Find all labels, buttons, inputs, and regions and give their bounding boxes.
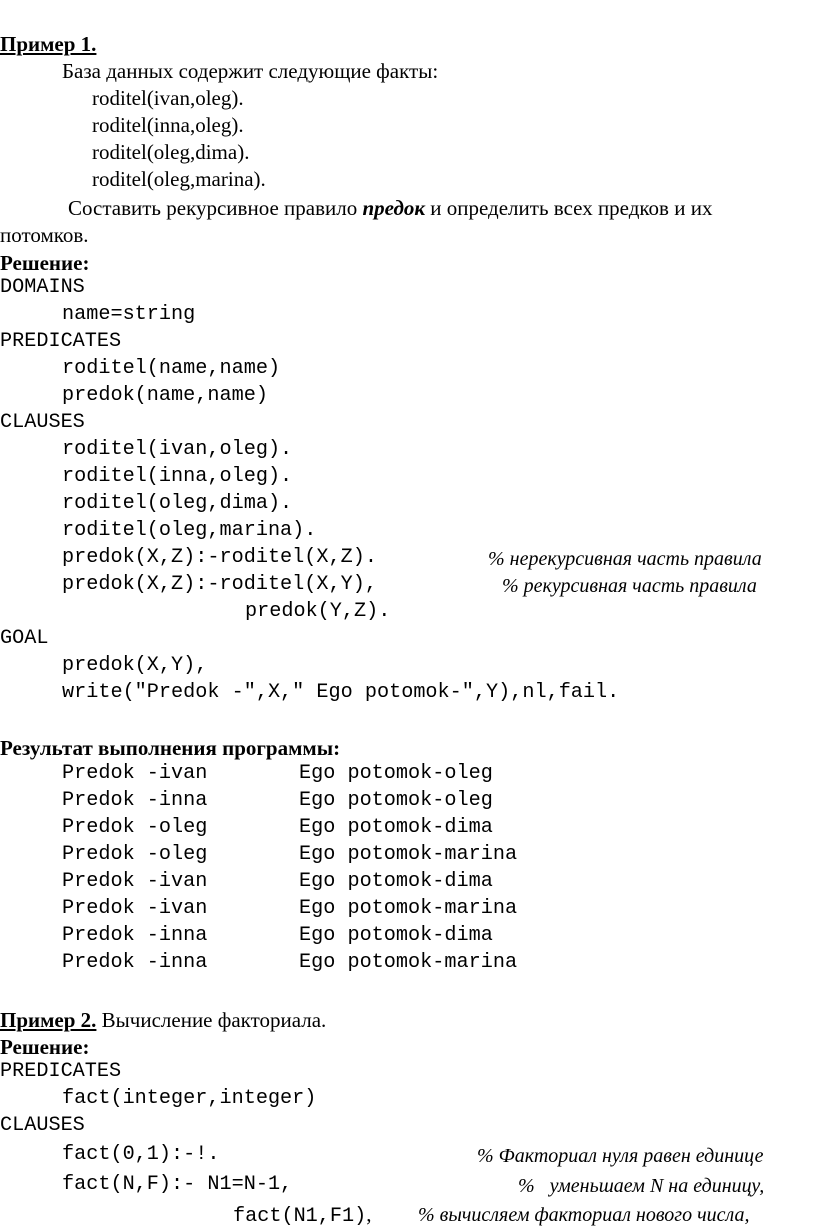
code-line: write("Predok -",X," Ego potomok-",Y),nl,fail.: [62, 681, 620, 704]
solution-label: Решение:: [0, 1035, 90, 1059]
code-line: roditel(oleg,marina).: [62, 519, 317, 542]
code-line: roditel(oleg,dima).: [62, 492, 293, 515]
code-comment: % рекурсивная часть правила: [502, 575, 757, 597]
code-line: predok(X,Z):-roditel(X,Z).: [62, 546, 377, 569]
code-keyword-clauses: CLAUSES: [0, 411, 85, 434]
result-predok: Predok -oleg: [62, 843, 208, 866]
example2-heading: Пример 2.: [0, 1008, 97, 1032]
code-line: predok(X,Z):-roditel(X,Y),: [62, 573, 377, 596]
result-potomok: Ego potomok-oleg: [299, 762, 493, 785]
code-keyword-predicates: PREDICATES: [0, 330, 122, 353]
code-line: fact(N,F):- N1=N-1,: [62, 1173, 293, 1196]
task-text-start: Составить рекурсивное правило: [68, 196, 363, 220]
code-keyword-domains: DOMAINS: [0, 276, 85, 299]
code-line: fact(0,1):-!.: [62, 1143, 220, 1166]
code-line: predok(X,Y),: [62, 654, 208, 677]
code-line: roditel(name,name): [62, 357, 281, 380]
code-keyword-clauses: CLAUSES: [0, 1114, 85, 1137]
fact-line: roditel(inna,oleg).: [92, 113, 244, 137]
example1-intro: База данных содержит следующие факты:: [62, 59, 439, 83]
result-potomok: Ego potomok-dima: [299, 816, 493, 839]
example1-heading: Пример 1.: [0, 32, 97, 56]
fact-line: roditel(oleg,dima).: [92, 140, 250, 164]
result-predok: Predok -ivan: [62, 762, 208, 785]
code-line: name=string: [62, 303, 196, 326]
example2-title: Вычисление факториала.: [96, 1008, 327, 1032]
code-keyword-goal: GOAL: [0, 627, 49, 650]
example2-heading-line: [0, 1010, 326, 1031]
code-call: fact(N1,F1): [233, 1205, 367, 1228]
result-predok: Predok -ivan: [62, 870, 208, 893]
code-comma: ,: [366, 1202, 372, 1226]
fact-line: roditel(oleg,marina).: [92, 167, 266, 191]
result-potomok: Ego potomok-marina: [299, 843, 518, 866]
result-predok: Predok -inna: [62, 789, 208, 812]
result-predok: Predok -inna: [62, 924, 208, 947]
task-text-end: и определить всех предков и их: [425, 196, 713, 220]
code-comment: % Факториал нуля равен единице: [477, 1145, 764, 1167]
code-line: roditel(inna,oleg).: [62, 465, 293, 488]
task-text: [68, 198, 712, 219]
result-potomok: Ego potomok-dima: [299, 924, 493, 947]
result-potomok: Ego potomok-oleg: [299, 789, 493, 812]
code-line: [233, 1204, 372, 1227]
result-predok: Predok -oleg: [62, 816, 208, 839]
code-line: fact(integer,integer): [62, 1087, 317, 1110]
result-potomok: Ego potomok-dima: [299, 870, 493, 893]
result-potomok: Ego potomok-marina: [299, 951, 518, 974]
result-potomok: Ego potomok-marina: [299, 897, 518, 920]
code-comment: % нерекурсивная часть правила: [488, 548, 762, 570]
task-keyword: предок: [362, 196, 426, 220]
result-predok: Predok -inna: [62, 951, 208, 974]
code-keyword-predicates: PREDICATES: [0, 1060, 122, 1083]
code-comment: % вычисляем факториал нового числа,: [418, 1204, 750, 1226]
code-line: predok(name,name): [62, 384, 268, 407]
solution-label: Решение:: [0, 251, 90, 275]
fact-line: roditel(ivan,oleg).: [92, 86, 244, 110]
code-line: predok(Y,Z).: [245, 600, 391, 623]
task-text-line2: потомков.: [0, 223, 89, 247]
code-line: roditel(ivan,oleg).: [62, 438, 293, 461]
result-heading: Результат выполнения программы:: [0, 736, 341, 760]
result-predok: Predok -ivan: [62, 897, 208, 920]
code-comment: % уменьшаем N на единицу,: [518, 1175, 765, 1197]
